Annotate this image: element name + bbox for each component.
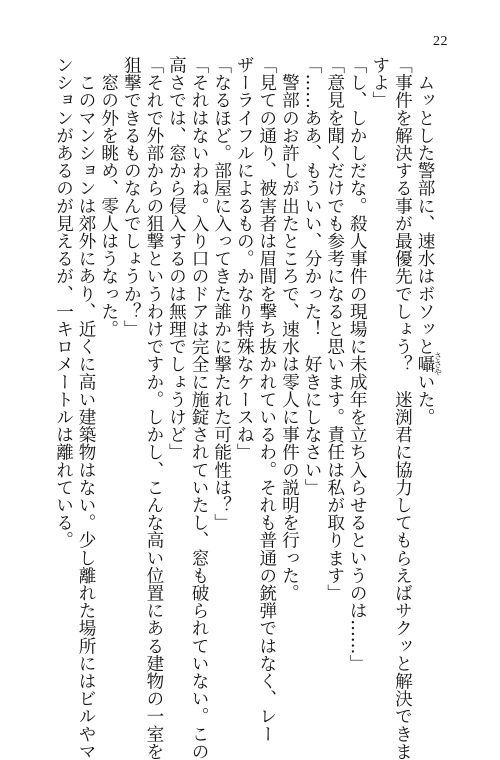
body-text (52, 56, 443, 760)
text-line: 「……ああ、もういい、分かった！ 好きにしなさい」 (302, 56, 323, 496)
ruby-word (415, 352, 443, 377)
text-line (413, 56, 442, 668)
text-line: 「それで外部からの狙撃というわけですか。しかし、こんな高い位置にある建物の一室を (143, 56, 164, 760)
ruby-reading: ささや (433, 352, 443, 377)
text-segment: いた。 (415, 372, 435, 426)
ruby-base: 囁 (415, 352, 435, 376)
text-line: 「見ての通り、被害者は眉間を撃ち抜かれているわ。それも普通の銃弾ではなく、レー (256, 56, 277, 743)
text-line: 警部のお許しが出たところで、速水は零人に事件の説明を行った。 (279, 56, 300, 602)
text-line: 「なるほど。部屋に入ってきた誰かに撃たれた可能性は？」 (211, 56, 232, 532)
text-line: 「意見を聞くだけでも参考になると思います。責任は私が取ります」 (324, 56, 345, 602)
text-line: ンションがあるのが見えるが、一キロメートルは離れている。 (53, 56, 74, 549)
text-segment: ムッとした警部に、速水はボソッと (415, 56, 435, 356)
text-line: 狙撃できるものなんでしょうか？」 (121, 56, 142, 338)
text-line: このマンションは郊外にあり、近くに高い建築物はない。少し離れた場所にはビルやマ (76, 56, 97, 760)
text-line: 「事件を解決する事が最優先でしょう？ 迷渕君に協力してもらえばサクッと解決できま (392, 56, 413, 760)
text-line: 「し、しかしだな。殺人事件の現場に未成年を立ち入らせるというのは……」 (347, 56, 368, 672)
text-line: 高さでは、窓から侵入するのは無理でしょうけど」 (166, 56, 187, 461)
text-line: 「それはないわね。入り口のドアは完全に施錠されていたし、窓も破られていない。この (189, 56, 210, 760)
text-line: ザーライフルによるもの。かなり特殊なケースね」 (234, 56, 255, 461)
page-number: 22 (433, 34, 448, 49)
text-line: すよ」 (369, 56, 390, 109)
text-line: 窓の外を眺め、零人はうなった。 (98, 56, 119, 338)
